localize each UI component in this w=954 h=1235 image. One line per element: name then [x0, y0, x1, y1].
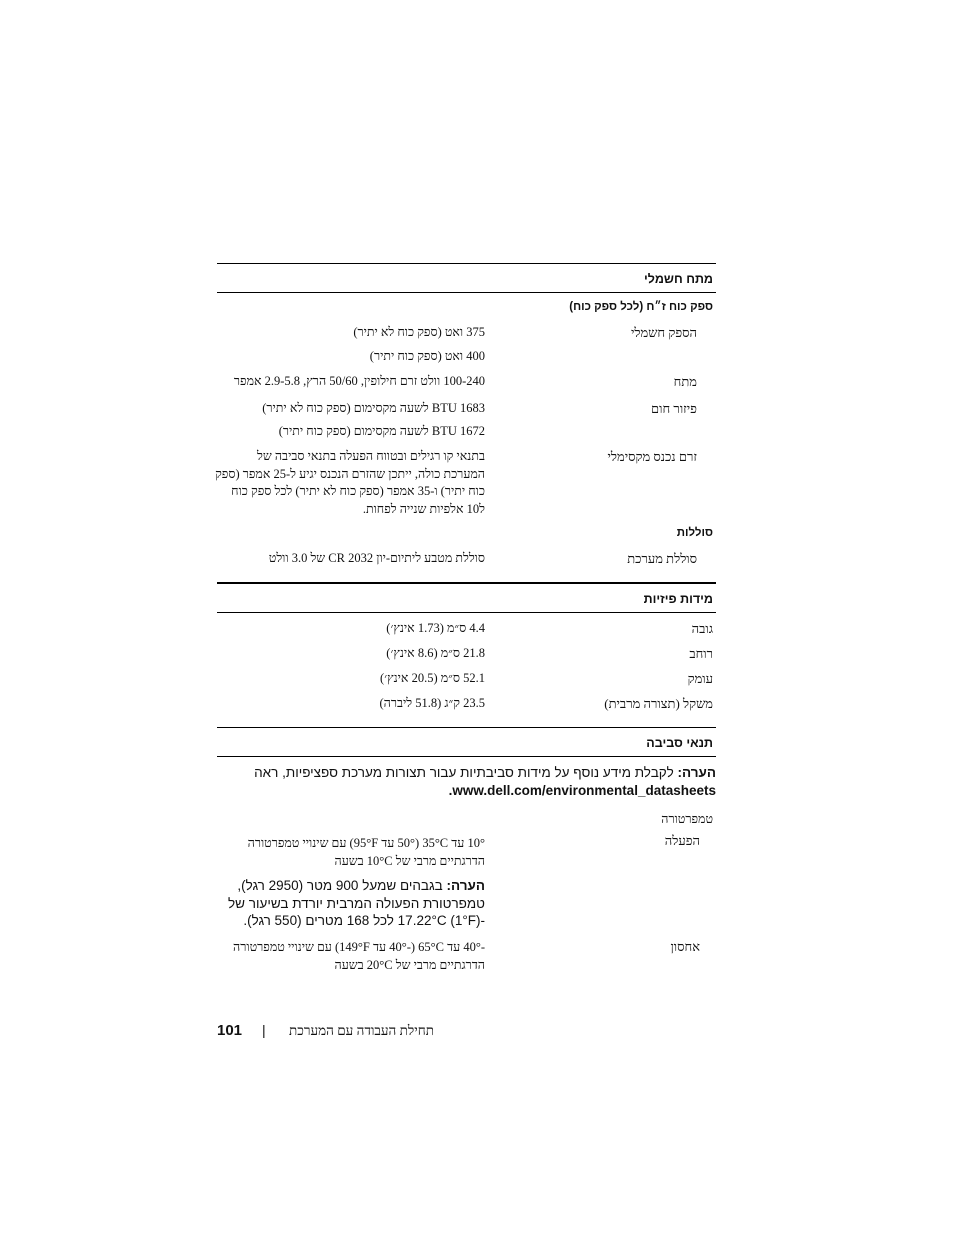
batteries-subtitle: סוללות: [676, 527, 713, 539]
depth-label: עומק: [687, 671, 713, 686]
weight-label: משקל (תצורה מרבית): [604, 696, 713, 711]
heat-dissipation-value-2: 1672 BTU לשעה מקסימום (ספק כוח יתיר): [278, 424, 485, 438]
max-inrush-label: זרם נכנס מקסימלי: [607, 449, 697, 464]
environment-note-label: הערה:: [677, 765, 716, 780]
wattage-value-2: 400 ואט (ספק כוח יתיר): [369, 349, 485, 363]
height-value: 4.4 ס״מ (1.73 אינץ׳): [386, 621, 485, 635]
max-inrush-value: בתנאי קו רגילים ובטווח הפעלה בתנאי סביבה של המערכת כולה, ייתכן שהזרם הנכנס יגיע ל-25 אמפר (ספק כוח יתיר) ו-35 אמפר (ספק כוח לא יתיר) לכל ספק כוח ל10 אלפיות שנייה לפחות.: [215, 449, 485, 516]
depth-value: 52.1 ס״מ (20.5 אינץ׳): [380, 671, 485, 685]
heat-dissipation-value-1: 1683 BTU לשעה מקסימום (ספק כוח לא יתיר): [262, 401, 485, 415]
height-label: גובה: [691, 621, 713, 636]
storage-value: -40° עד 65°C (-40° עד 149°F) עם שינויי טמפרטורה הדרגתיים מרבי של 20°C בשעה: [233, 940, 485, 972]
footer-title: תחילת העבודה עם המערכת: [289, 1023, 434, 1038]
environment-note-text: לקבלת מידע נוסף על מידות סביבתיות עבור תצורות מערכת ספציפיות, ראה: [254, 765, 674, 780]
environment-note: הערה: לקבלת מידע נוסף על מידות סביבתיות עבור תצורות מערכת ספציפיות, ראה www.dell.com/environmental_datasheets.: [254, 765, 716, 798]
operating-value: 10° עד 35°C (50° עד 95°F) עם שינויי טמפרטורה הדרגתיים מרבי של 10°C בשעה: [247, 836, 485, 868]
operating-label: הפעלה: [664, 833, 700, 848]
system-battery-label: סוללת מערכת: [627, 551, 697, 566]
operating-note-label: הערה:: [446, 878, 485, 893]
system-battery-value: סוללת מטבע ליתיום-יון CR 2032 של 3.0 וולט: [268, 551, 485, 565]
physical-top-rule: [217, 582, 716, 584]
voltage-label: מתח: [673, 374, 697, 389]
wattage-value-1: 375 ואט (ספק כוח לא יתיר): [353, 325, 485, 339]
width-value: 21.8 ס״מ (8.6 אינץ׳): [386, 646, 485, 660]
voltage-value: 100-240 וולט זרם חילופין, 50/60 הרץ, 2.9-5.8 אמפר: [233, 374, 485, 388]
storage-label: אחסון: [670, 939, 700, 954]
power-section-title: מתח חשמלי: [644, 272, 713, 286]
wattage-label: הספק חשמלי: [631, 325, 697, 340]
operating-note-text: בגבהים שמעל 900 מטר (2950 רגל), טמפרטורת הפעולה המרבית יורדת בשיעור של -17.22°C (1°F) לכל 168 מטרים (550 רגל).: [228, 878, 485, 928]
footer-separator: |: [262, 1022, 266, 1038]
environment-title-rule: [217, 756, 716, 757]
page-number: 101: [217, 1022, 243, 1039]
physical-section-title: מידות פיזיות: [643, 592, 713, 606]
psu-subtitle: ספק כוח ז״ח (לכל ספק כוח): [569, 301, 713, 313]
heat-dissipation-label: פיזור חום: [651, 401, 697, 416]
power-top-rule: [217, 263, 716, 264]
environment-top-rule: [217, 727, 716, 728]
physical-title-rule: [217, 612, 716, 613]
environmental-datasheets-link[interactable]: www.dell.com/environmental_datasheets: [452, 782, 716, 798]
operating-note: [223, 877, 485, 930]
power-title-rule: [217, 292, 716, 293]
width-label: רוחב: [689, 646, 713, 661]
environment-section-title: תנאי סביבה: [646, 736, 713, 750]
temperature-subtitle: טמפרטורה: [661, 812, 713, 826]
weight-value: 23.5 ק״ג (51.8 ליברה): [379, 696, 485, 710]
